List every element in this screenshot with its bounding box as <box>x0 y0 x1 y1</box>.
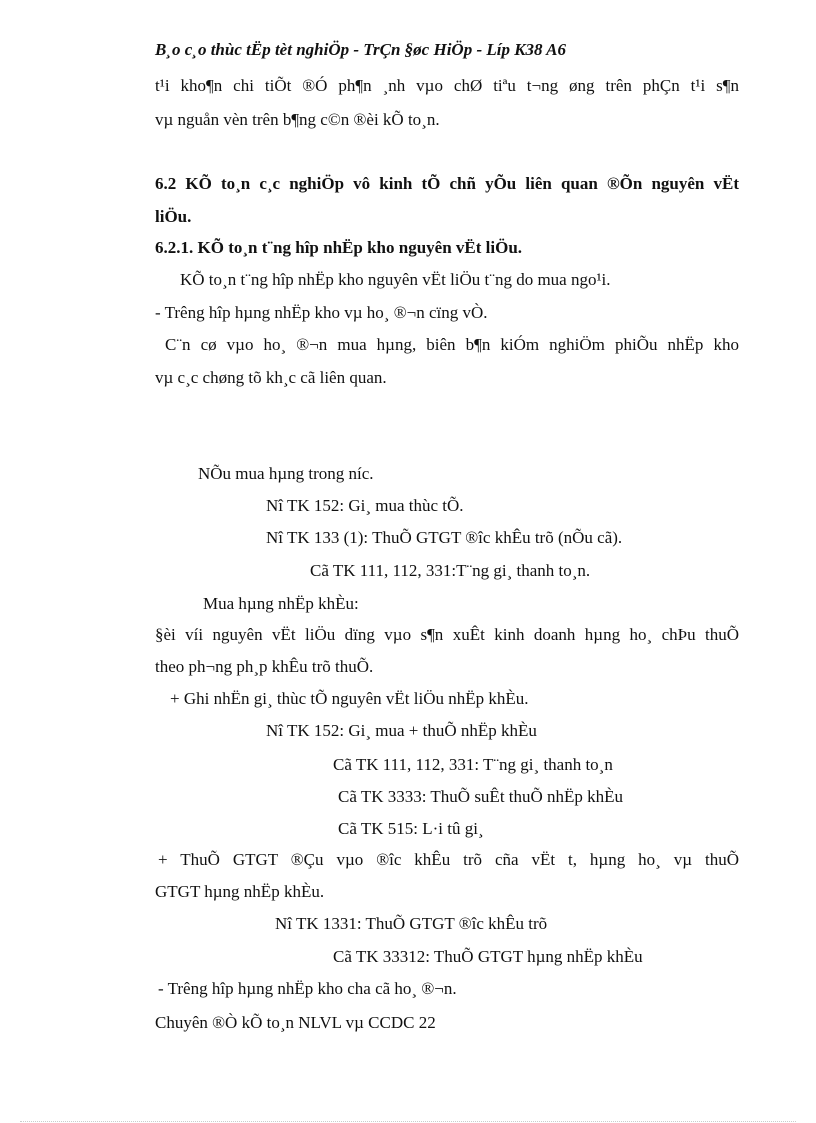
text-line: Mua hµng nhËp khÈu: <box>203 594 359 613</box>
page-header: B¸o c¸o thùc tËp tèt nghiÖp - TrÇn §øc HiÖp - Líp K38 A6 <box>155 40 567 59</box>
subsection-heading: 6.2.1. KÕ to¸n t¨ng hîp nhËp kho nguyên vËt liÖu. <box>155 238 523 257</box>
journal-entry: Cã TK 111, 112, 331: T¨ng gi¸ thanh to¸n <box>333 755 613 774</box>
text-line: C¨n cø vµo ho¸ ®¬n mua hµng, biên b¶n kiÓm nghiÖm phiÕu nhËp kho <box>165 335 739 354</box>
journal-entry: Nî TK 1331: ThuÕ GTGT ®îc khÊu trõ <box>275 914 548 933</box>
text-line: GTGT hµng nhËp khÈu. <box>155 882 325 901</box>
journal-entry: Cã TK 3333: ThuÕ suÊt thuÕ nhËp khÈu <box>338 787 624 806</box>
journal-entry: Nî TK 133 (1): ThuÕ GTGT ®îc khÊu trõ (nÕu cã). <box>266 528 623 547</box>
text-line: - Trêng hîp hµng nhËp kho cha cã ho¸ ®¬n. <box>158 979 457 998</box>
journal-entry: Cã TK 33312: ThuÕ GTGT hµng nhËp khÈu <box>333 947 643 966</box>
text-line: vµ c¸c chøng tõ kh¸c cã liên quan. <box>155 368 387 387</box>
page-bottom-rule <box>20 1121 796 1122</box>
section-heading: liÖu. <box>155 207 192 226</box>
text-line: §èi víi nguyên vËt liÖu dïng vµo s¶n xuÊt kinh doanh hµng ho¸ chÞu thuÕ <box>155 625 739 644</box>
text-line: vµ nguån vèn trên b¶ng c©n ®èi kÕ to¸n. <box>155 110 440 129</box>
text-line: - Trêng hîp hµng nhËp kho vµ ho¸ ®¬n cïng vÒ. <box>155 303 488 322</box>
text-line: t¹i kho¶n chi tiÕt ®Ó ph¶n ¸nh vµo chØ tiªu t¬ng øng trên phÇn t¹i s¶n <box>155 76 739 95</box>
journal-entry: Nî TK 152: Gi¸ mua + thuÕ nhËp khÈu <box>266 721 537 740</box>
journal-entry: Cã TK 515: L·i tû gi¸ <box>338 819 484 838</box>
text-line: KÕ to¸n t¨ng hîp nhËp kho nguyên vËt liÖu t¨ng do mua ngo¹i. <box>180 270 611 289</box>
text-line: + Ghi nhËn gi¸ thùc tÕ nguyên vËt liÖu nhËp khÈu. <box>170 689 529 708</box>
journal-entry: Cã TK 111, 112, 331:T¨ng gi¸ thanh to¸n. <box>310 561 591 580</box>
text-line: theo ph¬ng ph¸p khÊu trõ thuÕ. <box>155 657 374 676</box>
journal-entry: Nî TK 152: Gi¸ mua thùc tÕ. <box>266 496 464 515</box>
text-line: NÕu mua hµng trong níc. <box>198 464 374 483</box>
page-footer: Chuyên ®Ò kÕ to¸n NLVL vµ CCDC 22 <box>155 1013 436 1032</box>
section-heading: 6.2 KÕ to¸n c¸c nghiÖp vô kinh tÕ chñ yÕu liên quan ®Õn nguyên vËt <box>155 174 739 193</box>
text-line: + ThuÕ GTGT ®Çu vµo ®îc khÊu trõ cña vËt t, hµng ho¸ vµ thuÕ <box>158 850 739 869</box>
